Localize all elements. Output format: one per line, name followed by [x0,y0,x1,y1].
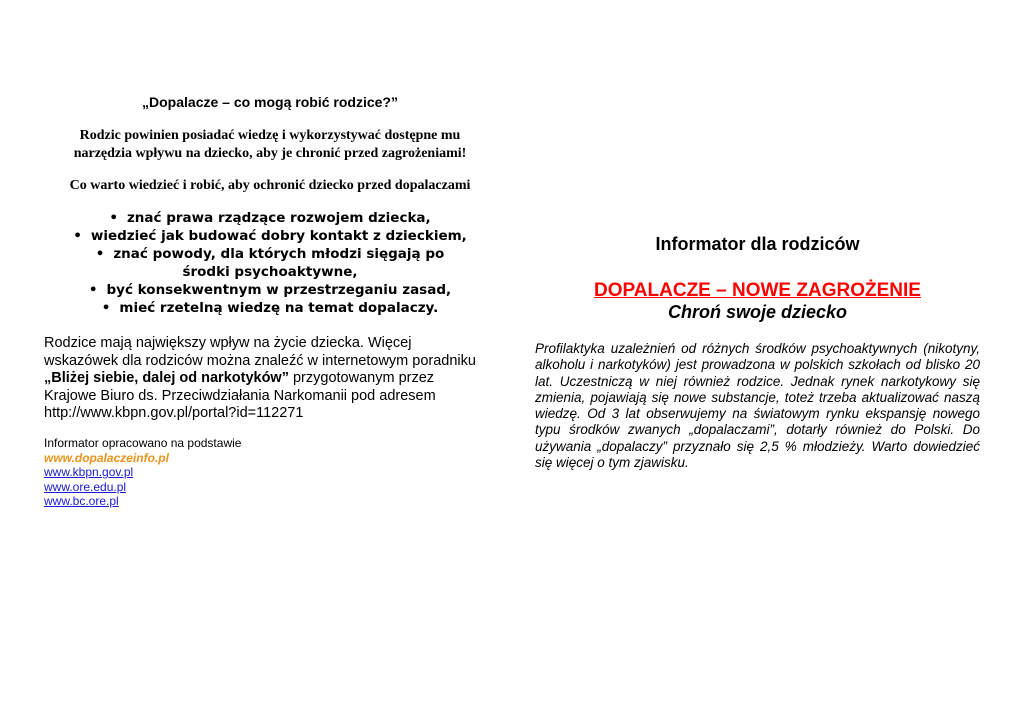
sources-label: Informator opracowano na podstawie [44,436,242,450]
tips-list [44,209,496,317]
source-link-kbpn[interactable]: www.kbpn.gov.pl [44,465,134,479]
list-item-text: znać powody, dla których młodzi sięgają po środki psychoaktywne, [113,246,445,280]
intro-line-2: narzędzia wpływu na dziecko, aby je chronić przed zagrożeniami! [73,146,467,161]
list-item-text: być konsekwentnym w przestrzeganiu zasad, [106,282,452,298]
right-title: Informator dla rodziców [655,234,860,254]
paragraph-text-end: przygotowanym przez Krajowe Biuro ds. Przeciwdziałania Narkomanii pod adresem http://www.kbpn.gov.pl/portal?id=112271 [44,370,436,421]
list-item [44,281,496,299]
source-link-bc-ore[interactable]: www.bc.ore.pl [44,494,119,508]
bullet-icon: • [88,282,98,298]
headline: DOPALACZE – NOWE ZAGROŻENIE [594,280,921,301]
sources-block [44,436,344,509]
source-link-dopalaczeinfo[interactable]: www.dopalaczeinfo.pl [44,450,169,465]
bullet-icon: • [73,228,82,244]
source-link-ore[interactable]: www.ore.edu.pl [44,479,127,494]
paragraph-text: Rodzice mają największy wpływ na życie dziecka. Więcej wskazówek dla rodziców można znaleźć w internetowym poradniku [44,335,476,369]
prevention-paragraph: Profilaktyka uzależnień od różnych środków psychoaktywnych (nikotyny, alkoholu i narkotyków) jest prowadzona w polskich szkołach od blisko 20 lat. Uczestniczą w niej również rodzice. Jednak rynek narkotykowy się zmienia, pojawiają się nowe substancje, toteż trzeba aktualizować naszą wiedzę. Od 3 lat obserwujemy na światowym rynku ekspansję nowego typu środków zwanych „dopalaczami”, dotarły również do Polski. Do używania „dopalaczy” przyznało się 2,5 % młodzieży. Warto dowiedzieć się więcej o tym zjawisku. [535,341,980,471]
list-item-text: znać prawa rządzące rozwojem dziecka, [126,210,431,226]
bullet-icon: • [109,210,118,226]
list-item [44,245,496,281]
bullet-icon: • [101,300,111,316]
parents-paragraph [44,335,489,423]
list-item-text: mieć rzetelną wiedzę na temat dopalaczy. [119,300,439,316]
intro-line-1: Rodzic powinien posiadać wiedzę i wykorzystywać dostępne mu [79,128,461,143]
left-title: „Dopalacze – co mogą robić rodzice?” [142,94,398,110]
list-item [44,227,496,245]
subheadline: Chroń swoje dziecko [667,302,848,322]
left-question: Co warto wiedzieć i robić, aby ochronić dziecko przed dopalaczami [69,178,471,193]
list-item [44,209,496,227]
bullet-icon: • [95,246,105,262]
list-item-text: wiedzieć jak budować dobry kontakt z dzieckiem, [90,228,467,244]
guide-title: „Bliżej siebie, dalej od narkotyków” [44,370,289,386]
left-intro [44,127,496,163]
list-item [44,299,496,317]
